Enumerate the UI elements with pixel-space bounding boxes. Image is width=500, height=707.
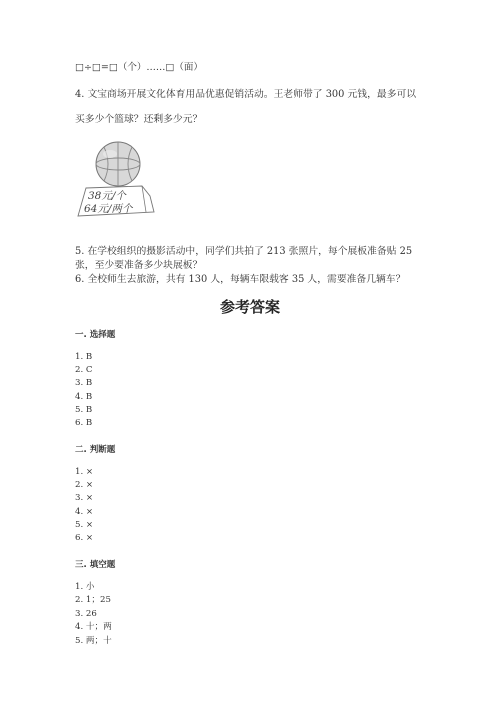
question-4-line-1: 4. 文宝商场开展文化体育用品优惠促销活动。王老师带了 300 元钱，最多可以: [75, 89, 417, 100]
list-item: 5. B: [75, 404, 93, 415]
list-item: 3. ×: [75, 493, 94, 504]
price-pair: 64元/两个: [84, 203, 133, 215]
question-5-line-2: 张，至少要准备多少块展板？: [75, 260, 203, 271]
list-item: 2. 1；25: [75, 595, 111, 606]
answer-title: 参考答案: [219, 298, 280, 316]
list-item: 3. 26: [75, 608, 97, 619]
list-item: 2. ×: [75, 480, 94, 491]
top-equation: □÷□=□（个）……□（面）: [75, 62, 203, 73]
price-tag: [78, 186, 154, 216]
list-item: 1. 小: [75, 582, 95, 592]
list-item: 4. 十；两: [75, 622, 112, 633]
list-item: 4. B: [75, 391, 93, 402]
list-item: 3. B: [75, 378, 93, 389]
section-choice-heading: 一. 选择题: [75, 330, 116, 340]
basketball-illustration: [74, 140, 174, 222]
answer-list-fill: [75, 581, 112, 648]
answer-list-judge: [75, 466, 93, 545]
question-6: 6. 全校师生去旅游，共有 130 人，每辆车限载客 35 人，需要准备几辆车？: [75, 274, 406, 285]
list-item: 5. 两；十: [75, 635, 112, 646]
list-item: 4. ×: [75, 506, 94, 517]
list-item: 5. ×: [75, 519, 94, 530]
list-item: 1. ×: [75, 467, 94, 477]
question-4-line-2: 买多少个篮球？还剩多少元？: [75, 114, 203, 125]
list-item: 6. ×: [75, 533, 94, 544]
price-single: 38元/个: [88, 190, 126, 202]
list-item: 6. B: [75, 418, 93, 429]
list-item: 2. C: [75, 365, 93, 376]
basketball-icon: [96, 142, 140, 186]
list-item: 1. B: [75, 352, 93, 362]
answer-list-choice: [75, 351, 93, 430]
section-judge-heading: 二. 判断题: [75, 445, 116, 455]
section-fill-heading: 三. 填空题: [75, 560, 116, 570]
question-5-line-1: 5. 在学校组织的摄影活动中，同学们共拍了 213 张照片，每个展板准备贴 25: [75, 246, 413, 257]
